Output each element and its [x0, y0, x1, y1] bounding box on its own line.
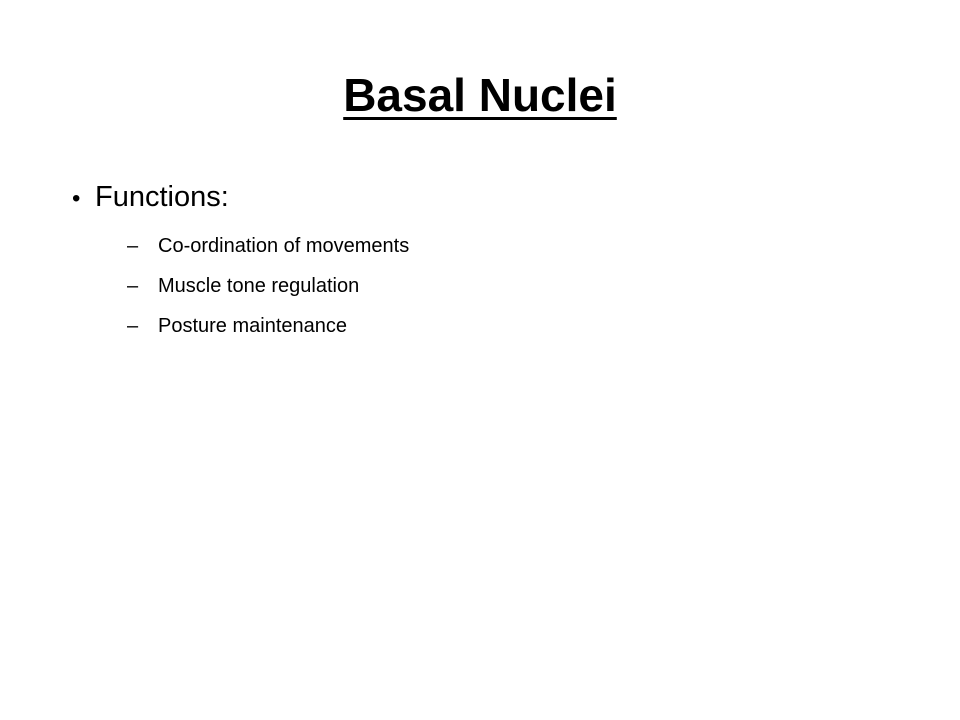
sub-bullet-text: Muscle tone regulation [158, 275, 360, 297]
sub-bullet-item [127, 306, 943, 346]
dash-icon: – [127, 315, 139, 337]
sub-bullet-item [127, 226, 943, 266]
sub-bullet-text: Posture maintenance [158, 315, 348, 337]
dash-icon: – [127, 275, 139, 297]
slide-title: Basal Nuclei [343, 69, 617, 121]
bullet-list [72, 176, 888, 340]
bullet-item-functions [72, 176, 888, 340]
bullet-row [72, 176, 888, 220]
sub-bullet-list [127, 226, 943, 346]
bullet-icon: • [72, 185, 81, 212]
sub-bullet-item [127, 266, 943, 306]
bullet-label: Functions: [95, 181, 229, 213]
dash-icon: – [127, 235, 139, 257]
sub-bullet-text: Co-ordination of movements [158, 235, 410, 257]
